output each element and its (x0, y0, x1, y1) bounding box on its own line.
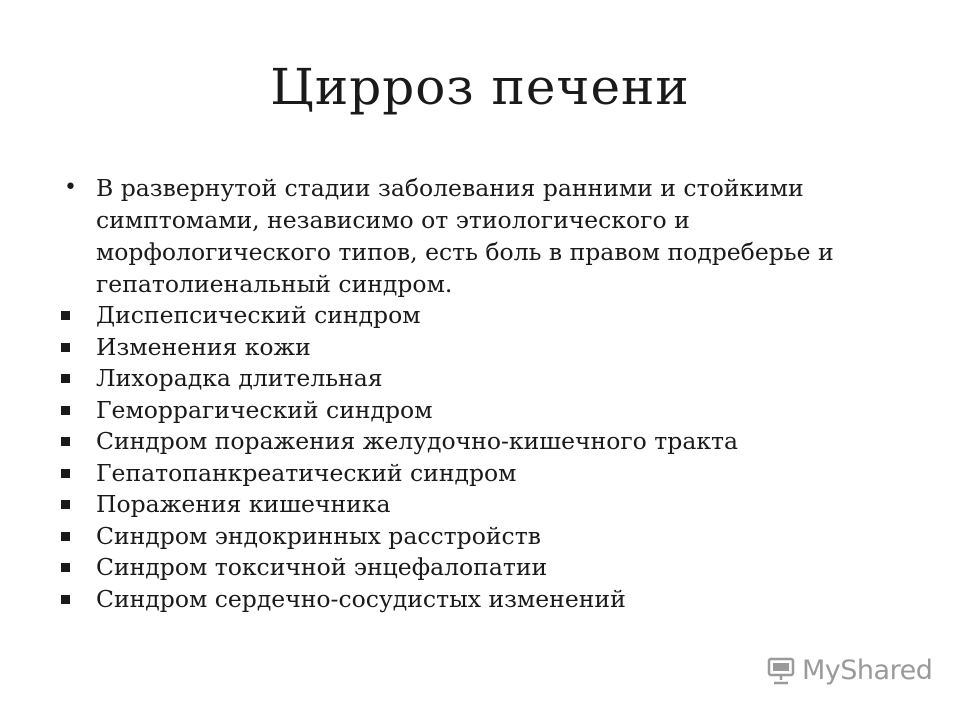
myshared-watermark (766, 655, 932, 686)
square-bullet-icon (61, 343, 70, 352)
list-item: Лихорадка длительная (58, 363, 898, 395)
square-bullet-icon (61, 437, 70, 446)
list-item: Диспепсический синдром (58, 300, 898, 332)
lead-text: В развернутой стадии заболевания ранними и стойкими симптомами, независимо от этиологического и морфологического типов, есть боль в правом подреберье и гепатолиенальный синдром. (96, 174, 834, 298)
list-item: Синдром поражения желудочно-кишечного тракта (58, 426, 898, 458)
watermark-text: MyShared (802, 655, 933, 686)
list-item: Поражения кишечника (58, 489, 898, 521)
square-bullet-icon (61, 563, 70, 572)
list-item: Синдром токсичной энцефалопатии (58, 552, 898, 584)
list-item: Геморрагический синдром (58, 395, 898, 427)
slide-title: Цирроз печени (270, 58, 690, 116)
symptom-list (58, 300, 898, 615)
list-item: Синдром эндокринных расстройств (58, 521, 898, 553)
list-item: Синдром сердечно-сосудистых изменений (58, 584, 898, 616)
square-bullet-icon (61, 311, 70, 320)
square-bullet-icon (61, 595, 70, 604)
square-bullet-icon (61, 469, 70, 478)
square-bullet-icon (61, 406, 70, 415)
round-bullet-icon: • (64, 175, 77, 200)
slide-content (58, 172, 898, 615)
projector-board-icon (766, 656, 796, 686)
square-bullet-icon (61, 374, 70, 383)
list-item: Гепатопанкреатический синдром (58, 458, 898, 490)
square-bullet-icon (61, 532, 70, 541)
lead-paragraph (58, 172, 898, 300)
list-item: Изменения кожи (58, 332, 898, 364)
square-bullet-icon (61, 500, 70, 509)
